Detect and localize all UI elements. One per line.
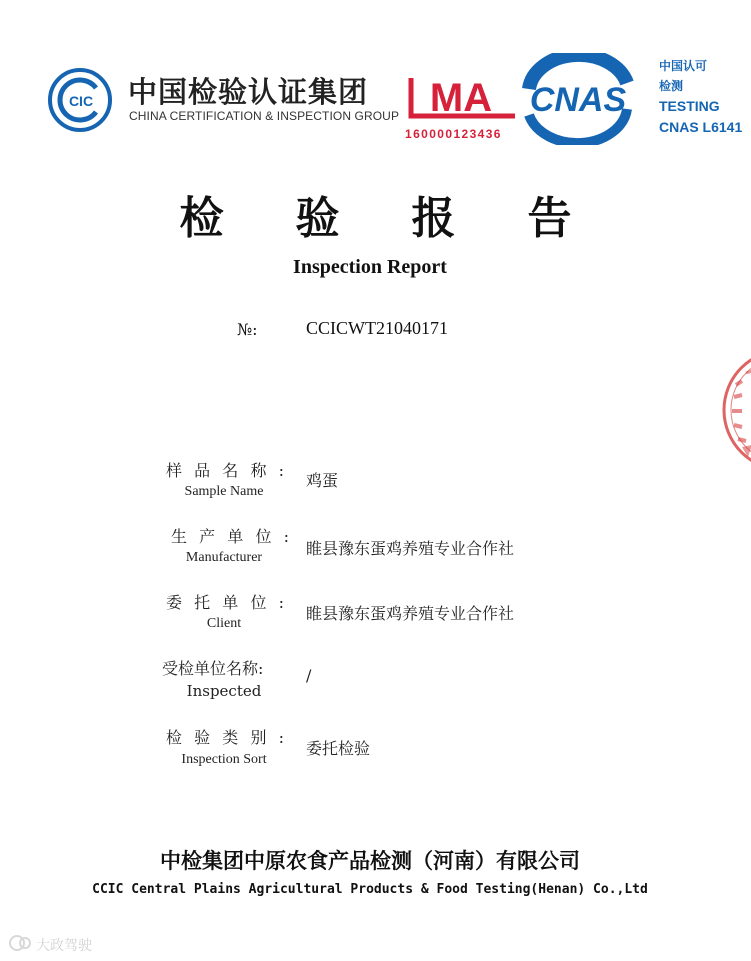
watermark-text: 大政驾驶: [36, 938, 92, 954]
accreditation-line-cn: 检测: [659, 79, 684, 93]
ccic-logo: [48, 68, 112, 132]
field-label-cn: 受检单位名称:: [162, 659, 264, 678]
field-label-cn: 委托单位:: [166, 593, 284, 612]
watermark: [8, 933, 108, 955]
field-value: 委托检验: [306, 739, 371, 758]
official-seal: [712, 345, 751, 475]
field-value: /: [306, 666, 312, 685]
field-label-en: Manufacturer: [185, 550, 263, 565]
field-label-en: Client: [206, 616, 242, 631]
company-name-cn: 中检集团中原农食产品检测（河南）有限公司: [160, 849, 580, 873]
report-number-value: CCICWT21040171: [306, 318, 448, 338]
field-label-en: Sample Name: [184, 484, 264, 499]
field-label-en: Inspection Sort: [181, 752, 267, 767]
cnas-text: CNAS: [529, 81, 627, 119]
org-name-en: CHINA CERTIFICATION & INSPECTION GROUP: [129, 109, 400, 123]
report-title-en: Inspection Report: [293, 256, 447, 278]
org-name-cn: 中国检验认证集团: [128, 75, 369, 109]
accreditation-line-cn: 中国认可: [659, 59, 708, 73]
field-label-cn: 检验类别:: [166, 728, 284, 747]
cma-number: 160000123436: [405, 127, 502, 141]
ma-text: MA: [429, 76, 493, 120]
accreditation-block: [659, 56, 742, 138]
field-label-cn: 生产单位:: [171, 527, 289, 546]
field-value: 睢县豫东蛋鸡养殖专业合作社: [306, 604, 515, 623]
watermark-logo-icon: [8, 933, 32, 953]
accreditation-line-en: TESTING: [659, 98, 720, 114]
logo-text: CIC: [68, 93, 94, 109]
accreditation-line-en: CNAS L6141: [659, 119, 743, 135]
field-value: 睢县豫东蛋鸡养殖专业合作社: [306, 539, 515, 558]
field-label-cn: 样品名称:: [166, 461, 284, 480]
report-number-label: №:: [237, 320, 258, 339]
field-value: 鸡蛋: [306, 471, 339, 490]
cnas-logo: [515, 53, 641, 145]
report-title-cn: 检验报告: [179, 193, 644, 244]
field-label-en: Inspected: [186, 682, 262, 700]
company-name-en: CCIC Central Plains Agricultural Products & Food Testing(Henan) Co.,Ltd: [92, 882, 648, 897]
